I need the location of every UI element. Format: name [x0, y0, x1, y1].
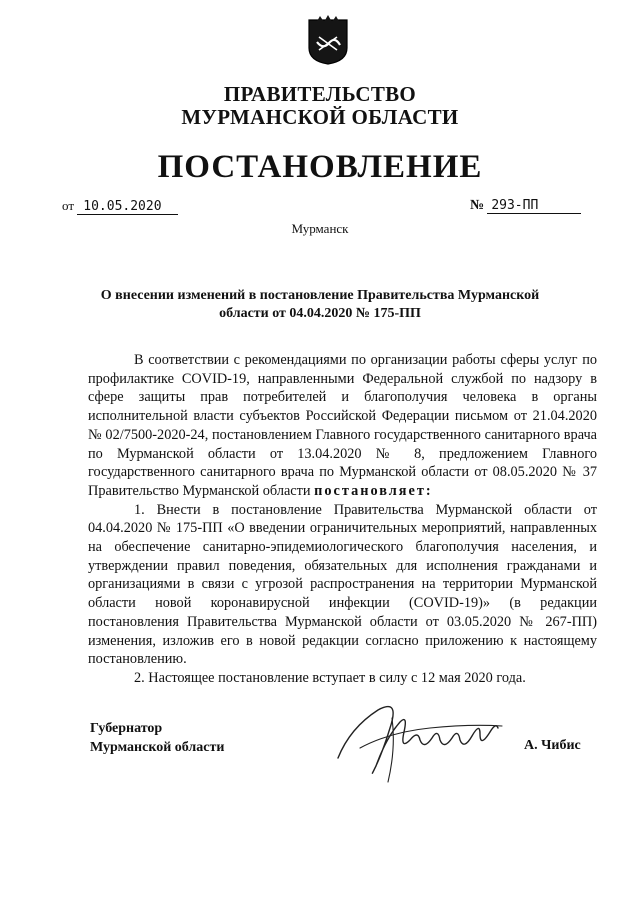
signer-title-line1: Губернатор	[90, 721, 163, 736]
date-value: 10.05.2020	[77, 199, 178, 215]
city-name: Мурманск	[291, 221, 349, 236]
number-prefix: №	[470, 198, 485, 213]
signer-name: А. Чибис	[524, 738, 581, 753]
item-1-paragraph: 1. Внести в постановление Правительства Мурманской области от 04.04.2020 № 175-ПП «О введении ограничительных мероприятий, направленных на обеспечение санитарно-эпидемиологического благополучия населения, и утверждении правил поведения, обязательных для исполнения гражданами и организациями в связи с угрозой распространения на территории Мурманской области новой коронавирусной инфекции (COVID-19)» (в редакции постановления Правительства Мурманской области от 03.05.2020 № 267-ПП) изменения, изложив его в новой редакции согласно приложению к настоящему постановлению.	[88, 501, 597, 668]
preamble-paragraph	[88, 351, 597, 501]
coat-of-arms-icon	[303, 14, 353, 66]
preamble-text: В соответствии с рекомендациями по организации работы сферы услуг по профилактике COVID-19, направленными Федеральной службой по надзору в сфере защиты прав потребителей и благополучия человека в органы исполнительной власти субъектов Российской Федерации письмом от 21.04.2020 № 02/7500-2020-24, постановлением Главного государственного санитарного врача по Мурманской области от 13.04.2020 № 8, предложением Главного государственного санитарного врача по Мурманской области от 08.05.2020 № 37 Правительство Мурманской области	[88, 352, 597, 499]
decree-word: постановляет:	[314, 482, 433, 499]
date-prefix: от	[62, 198, 75, 213]
document-date	[62, 198, 178, 215]
document-type-title: ПОСТАНОВЛЕНИЕ	[157, 149, 483, 185]
signer-title	[90, 719, 224, 757]
government-name-line1: ПРАВИТЕЛЬСТВО	[223, 82, 417, 106]
item-2-paragraph: 2. Настоящее постановление вступает в силу с 12 мая 2020 года.	[134, 669, 526, 686]
document-body	[88, 351, 597, 688]
handwritten-signature	[330, 688, 520, 784]
signer-title-line2: Мурманской области	[90, 740, 225, 755]
document-subject: О внесении изменений в постановление Правительства Мурманской области от 04.04.2020 № 175-ПП	[100, 288, 540, 321]
number-value: 293-ПП	[487, 198, 581, 214]
document-number	[470, 197, 581, 214]
government-name-line2: МУРМАНСКОЙ ОБЛАСТИ	[181, 105, 459, 129]
